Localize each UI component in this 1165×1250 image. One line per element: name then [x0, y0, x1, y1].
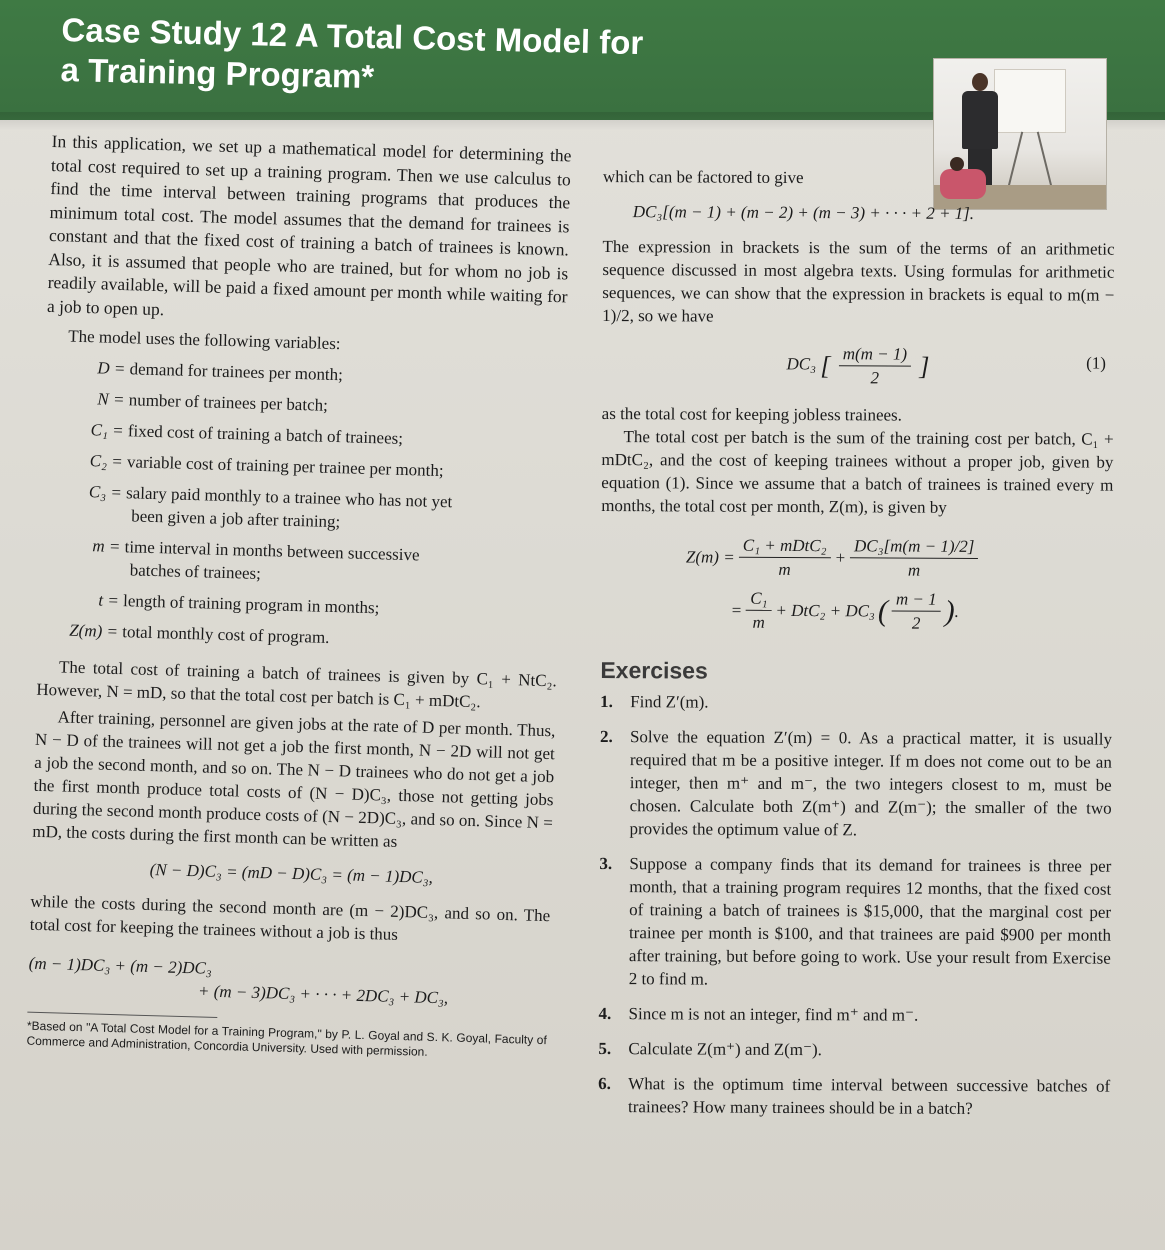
sum-equation: [28, 952, 549, 1013]
total-cost-paragraph: The total cost per batch is the sum of the training cost per batch, C₁ + mDtC₂, and the cost of keeping trainees without a proper job, given by equation (1). Since we assume that a batch of trainees is trained every m months, the total cost per month, Z(m), is given by: [601, 427, 1114, 517]
after-training-paragraph: After training, personnel are given jobs at the rate of D per month. Thus, N − D of the trainees will not get a job the first month, N − 2D will not get a job the second month, and so on. The N − D trainees who do not get a job the first month produce total costs of (N − D)C₃, those not getting jobs during the second month produce costs of (N − 2D)C₃, and so on. Since N = mD, the costs during the first month can be written as: [32, 707, 556, 851]
fraction-numerator: C₁: [746, 587, 771, 611]
exercise-item: [599, 725, 1112, 843]
z2-equals: =: [730, 600, 743, 620]
title-line-1: Case Study 12 A Total Cost Model for: [61, 10, 644, 62]
flip-chart-easel: [994, 69, 1066, 133]
exercise-item: [600, 690, 1112, 716]
exercise-item: [598, 1037, 1110, 1063]
variable-definition-cont: been given a job after training;: [130, 506, 341, 532]
fraction-denominator: m: [778, 559, 791, 579]
fraction-numerator: m(m − 1): [839, 342, 911, 366]
sum-equation-line-1: (m − 1)DC₃ + (m − 2)DC₃: [28, 953, 213, 978]
sum-equation-line-2: + (m − 3)DC₃ + · · · + 2DC₃ + DC₃,: [197, 981, 449, 1008]
variable-symbol: N =: [97, 389, 125, 410]
variable-symbol: D =: [97, 358, 126, 379]
exercise-number: 3.: [599, 853, 613, 874]
exercise-number: 1.: [600, 691, 613, 712]
variable-definition: variable cost of training per trainee per month;: [126, 452, 444, 481]
variable-definition: total monthly cost of program.: [122, 622, 330, 647]
variables-intro: The model uses the following variables:: [67, 326, 341, 354]
fraction-denominator: m: [752, 612, 765, 632]
bracket-paragraph: The expression in brackets is the sum of the terms of an arithmetic sequence discussed in most algebra texts. Using formulas for arithmetic sequences, we can show that the expression in brackets is equal to m(m − 1)/2, so we have: [602, 236, 1115, 326]
z-equation-row-2: [601, 586, 1113, 636]
variable-definition: number of trainees per batch;: [128, 390, 329, 415]
exercise-text: Since m is not an integer, find m⁺ and m⁻.: [628, 1004, 919, 1025]
title-line-2: a Training Program*: [60, 50, 375, 96]
exercises-heading: Exercises: [600, 656, 708, 684]
fraction-denominator: m: [907, 560, 921, 580]
variable-definition: time interval in months between successive: [124, 537, 420, 565]
variable-definition: fixed cost of training a batch of trainees;: [127, 421, 404, 448]
equation-1: [602, 341, 1114, 391]
equation-number: (1): [1086, 353, 1107, 373]
footnote: *Based on "A Total Cost Model for a Training Program," by P. L. Goyal and S. K. Goyal, Faculty of Commerce and Administration, Concordia University. Used with permission.: [26, 1018, 547, 1059]
variable-item: [39, 587, 559, 625]
variable-item: [45, 355, 565, 393]
z-equation-block: [601, 533, 1114, 636]
presenter-body: [962, 91, 998, 149]
footnote-rule: [27, 1012, 217, 1018]
z2-period: .: [954, 601, 959, 621]
z2-fraction: [746, 587, 771, 634]
variable-item: [38, 618, 558, 656]
variable-symbol: C₁ =: [90, 420, 124, 441]
exercise-text: Solve the equation Z′(m) = 0. As a practical matter, it is usually required that m be a positive integer. If m does not come out to be an integer, then m⁺ and m⁻, the two integers closest to m, must be chosen. Calculate both Z(m⁺) and Z(m⁻); the smaller of the two provides the optimum value of Z.: [629, 727, 1113, 840]
variable-item: [41, 479, 562, 540]
variable-symbol: t =: [98, 590, 120, 611]
z2-paren-fraction: [892, 588, 941, 635]
right-column: [598, 165, 1115, 1133]
variable-list: [38, 355, 566, 655]
equation-1-fraction: [839, 342, 912, 389]
batch-cost-paragraph: The total cost of training a batch of trainees is given by C₁ + NtC₂. However, N = mD, so that the total cost per batch is C₁ + mDtC₂.: [36, 657, 558, 712]
variable-symbol: C₃ =: [88, 482, 123, 503]
exercise-number: 2.: [599, 726, 613, 747]
exercise-number: 6.: [598, 1073, 611, 1094]
z-lhs: Z(m) =: [685, 547, 735, 567]
variable-definition: length of training program in months;: [122, 591, 380, 618]
fraction-denominator: 2: [870, 368, 880, 388]
z2-middle-terms: + DtC₂ + DC₃: [775, 600, 875, 621]
equation-1-lhs: DC₃: [786, 354, 817, 374]
second-month-paragraph: while the costs during the second month are (m − 2)DC₃, and so on. The total cost for keeping the trainees without a job is thus: [29, 891, 551, 944]
bracket-left: [: [820, 351, 831, 381]
exercise-number: 4.: [598, 1003, 612, 1024]
variable-item: [43, 417, 563, 455]
variable-symbol: m =: [92, 536, 121, 557]
variable-definition: salary paid monthly to a trainee who has not yet: [125, 483, 453, 512]
fraction-numerator: DC₃[m(m − 1)/2]: [850, 534, 978, 559]
fraction-numerator: C₁ + mDtC₂: [739, 534, 831, 558]
jobless-paragraph: as the total cost for keeping jobless trainees.: [601, 403, 902, 425]
variable-item: [44, 386, 564, 424]
z-fraction-1: [739, 534, 831, 581]
exercise-text: Find Z′(m).: [630, 692, 709, 712]
exercise-item: [598, 1002, 1110, 1028]
factored-intro: which can be factored to give: [602, 166, 804, 188]
variable-symbol: Z(m) =: [68, 620, 119, 642]
exercise-number: 5.: [598, 1038, 612, 1059]
z-fraction-2: [850, 534, 979, 582]
exercise-text: Calculate Z(m⁺) and Z(m⁻).: [628, 1039, 822, 1060]
fraction-numerator: m − 1: [892, 588, 941, 612]
variable-item: [42, 448, 562, 486]
exercise-item: [599, 852, 1112, 993]
z-plus: +: [834, 548, 847, 568]
fraction-denominator: 2: [911, 613, 921, 633]
factored-equation: DC₃[(m − 1) + (m − 2) + (m − 3) + · · · + 2 + 1].: [632, 202, 975, 223]
first-month-equation: (N − D)C₃ = (mD − D)C₃ = (m − 1)DC₃,: [149, 860, 434, 887]
presenter-head: [972, 73, 988, 91]
exercise-text: What is the optimum time interval between successive batches of trainees? How many trainees should be in a batch?: [628, 1074, 1111, 1118]
intro-paragraph: In this application, we set up a mathematical model for determining the total cost required to set up a training program. Then we use calculus to find the time interval between training programs that produces the minimum total cost. The model assumes that the demand for trainees is constant and that the fixed cost of training a batch of trainees is known. Also, it is assumed that people who are trained, but for whom no job is readily available, will be paid a fixed amount per month while waiting for a job to open up.: [46, 130, 572, 319]
left-column: [26, 130, 571, 1063]
bracket-right: ]: [919, 351, 930, 381]
variable-symbol: C₂ =: [89, 451, 124, 472]
exercise-item: [598, 1072, 1110, 1121]
exercise-text: Suppose a company finds that its demand for trainees is three per month, that a training program requires 12 months, that the fixed cost of training a batch of trainees is $15,000, that the marginal cost per trainee per month is $100, and that trainees are paid $900 per month after training, but before going to work. Use your result from Exercise 2 to find m.: [628, 854, 1112, 989]
paren-left: (: [877, 594, 888, 628]
variable-definition: demand for trainees per month;: [129, 359, 344, 385]
paren-right: ): [944, 594, 955, 628]
variable-definition-cont: batches of trainees;: [129, 560, 262, 584]
z-equation-row-1: [601, 533, 1113, 583]
case-study-title: [60, 10, 682, 104]
variable-item: [39, 533, 560, 594]
